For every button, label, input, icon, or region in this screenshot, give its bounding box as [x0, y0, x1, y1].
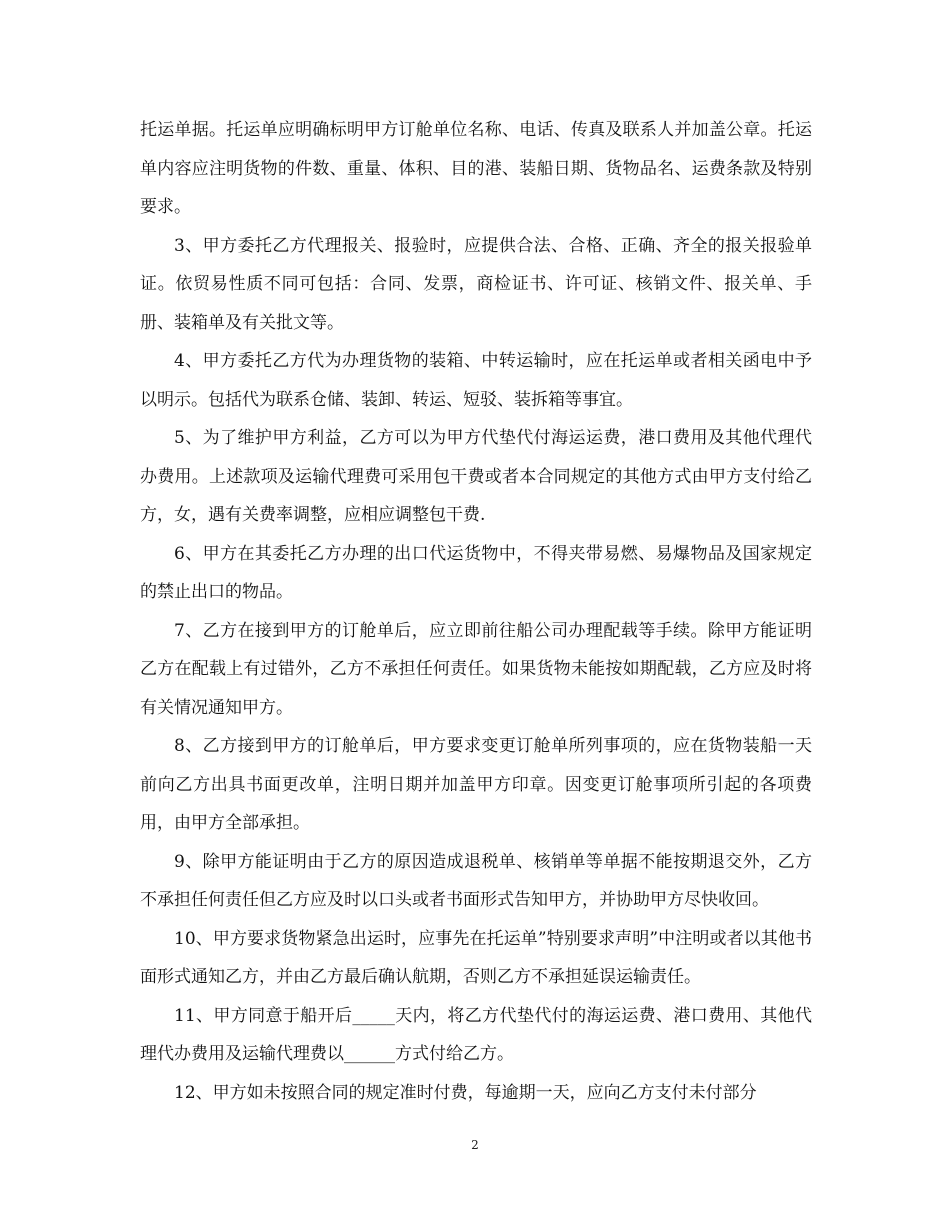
paragraph-clause-5: 5、为了维护甲方利益，乙方可以为甲方代垫代付海运运费，港口费用及其他代理代办费用。上述款项及运输代理费可采用包干费或者本合同规定的其他方式由甲方支付给乙方，女，遇有关费率调整，应相应调整包干费. — [140, 428, 812, 525]
paragraph-clause-6: 6、甲方在其委托乙方办理的出口代运货物中，不得夹带易燃、易爆物品及国家规定的禁止出口的物品。 — [140, 543, 812, 602]
page-number: 2 — [471, 1138, 479, 1152]
paragraph-clause-12: 12、甲方如未按照合同的规定准时付费，每逾期一天，应向乙方支付未付部分 — [174, 1082, 757, 1103]
document-body — [140, 111, 812, 1112]
paragraph-clause-10: 10、甲方要求货物紧急出运时，应事先在托运单”特别要求声明”中注明或者以其他书面形式通知乙方，并由乙方最后确认航期，否则乙方不承担延误运输责任。 — [140, 928, 812, 987]
paragraph-continuation: 托运单据。托运单应明确标明甲方订舱单位名称、电话、传真及联系人并加盖公章。托运单内容应注明货物的件数、重量、体积、目的港、装船日期、货物品名、运费条款及特别要求。 — [140, 120, 812, 217]
paragraph-clause-9: 9、除甲方能证明由于乙方的原因造成退税单、核销单等单据不能按期退交外，乙方不承担任何责任但乙方应及时以口头或者书面形式告知甲方，并协助甲方尽快收回。 — [140, 851, 812, 910]
paragraph-clause-11: 11、甲方同意于船开后_____天内，将乙方代垫代付的海运运费、港口费用、其他代理代办费用及运输代理费以______方式付给乙方。 — [140, 1005, 812, 1064]
paragraph-clause-7: 7、乙方在接到甲方的订舱单后，应立即前往船公司办理配载等手续。除甲方能证明乙方在配载上有过错外，乙方不承担任何责任。如果货物未能按如期配载，乙方应及时将有关情况通知甲方。 — [140, 620, 812, 718]
paragraph-clause-8: 8、乙方接到甲方的订舱单后，甲方要求变更订舱单所列事项的，应在货物装船一天前向乙方出具书面更改单，注明日期并加盖甲方印章。因变更订舱事项所引起的各项费用，由甲方全部承担。 — [140, 736, 812, 833]
paragraph-clause-4: 4、甲方委托乙方代为办理货物的装箱、中转运输时，应在托运单或者相关函电中予以明示。包括代为联系仓储、装卸、转运、短驳、装拆箱等事宜。 — [140, 351, 812, 410]
paragraph-clause-3: 3、甲方委托乙方代理报关、报验时，应提供合法、合格、正确、齐全的报关报验单证。依贸易性质不同可包括：合同、发票，商检证书、许可证、核销文件、报关单、手册、装箱单及有关批文等。 — [140, 235, 812, 333]
